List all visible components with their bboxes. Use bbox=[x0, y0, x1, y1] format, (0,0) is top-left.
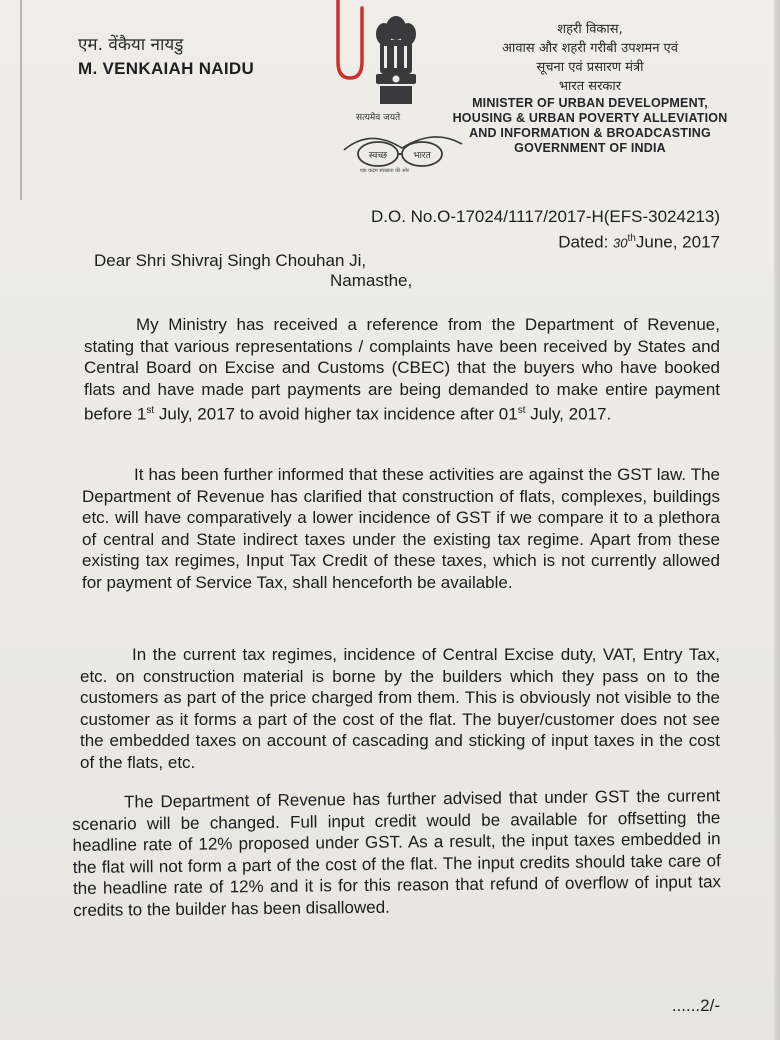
dept-english-line-3: AND INFORMATION & BROADCASTING bbox=[469, 126, 711, 140]
dated-day: 30 bbox=[613, 235, 628, 251]
paragraph-1-text-b: July, 2017 to avoid higher tax incidence after 01 bbox=[154, 404, 518, 424]
paragraph-4 bbox=[72, 785, 721, 921]
greeting: Namasthe, bbox=[330, 271, 413, 290]
sender-name-block bbox=[78, 32, 254, 79]
paragraph-3 bbox=[80, 644, 720, 773]
swachh-word-1: स्वच्छ bbox=[368, 151, 388, 161]
do-number: D.O. No.O-17024/1117/2017-H(EFS-3024213) bbox=[370, 207, 720, 226]
paragraph-2-text: It has been further informed that these activities are against the GST law. The Department of Revenue has clarified that construction of flats, complexes, buildings etc. will have comparatively a lower incidence of GST if we compare it to a plethora of central and State indirect taxes under the existing tax regime. Apart from these existing tax regimes, Input Tax Credit of these taxes, which is not currently allowed for payment of Service Tax, shall henceforth be available. bbox=[82, 465, 720, 592]
paragraph-1-text-c: July, 2017. bbox=[525, 404, 612, 424]
department-block bbox=[450, 20, 730, 156]
salutation: Dear Shri Shivraj Singh Chouhan Ji, bbox=[94, 251, 367, 270]
dept-hindi-line-3: सूचना एवं प्रसारण मंत्री bbox=[536, 60, 644, 75]
swachh-tagline: एक कदम स्वच्छता की ओर bbox=[360, 168, 409, 174]
dept-english-line-1: MINISTER OF URBAN DEVELOPMENT, bbox=[472, 96, 708, 110]
dept-hindi-line-4: भारत सरकार bbox=[558, 79, 622, 94]
paragraph-1-text-a: My Ministry has received a reference from the Department of Revenue, stating that various representations / complaints have been received by States and Central Board on Excise and Customs (CBEC) that the buyers who have booked flats and have made part payments are being demanded to make entire payment before 1 bbox=[84, 315, 720, 424]
dated-label: Dated: bbox=[558, 232, 609, 252]
page-edge-shadow-right bbox=[774, 0, 780, 1040]
emblem-motto: सत्यमेव जयते bbox=[356, 113, 401, 123]
dept-hindi-line-2: आवास और शहरी गरीबी उपशमन एवं bbox=[502, 41, 678, 56]
dated-suffix: th bbox=[627, 233, 636, 244]
page-continuation-marker: ......2/- bbox=[671, 996, 720, 1015]
sender-name-english: M. VENKAIAH NAIDU bbox=[78, 59, 255, 78]
paperclip-icon bbox=[332, 0, 368, 82]
dated-rest: June, 2017 bbox=[635, 232, 720, 252]
paragraph-3-text: In the current tax regimes, incidence of Central Excise duty, VAT, Entry Tax, etc. on construction material is borne by the builders which they pass on to the customers as part of the price charged from them. This is obviously not visible to the customer as it forms a part of the cost of the flat. The buyer/customer does not see the embedded taxes on account of cascading and sticking of input taxes in the cost of the flats, etc. bbox=[80, 645, 720, 772]
dept-english-line-4: GOVERNMENT OF INDIA bbox=[514, 141, 666, 155]
dated-line bbox=[371, 228, 720, 255]
dept-english-line-2: HOUSING & URBAN POVERTY ALLEVIATION bbox=[452, 111, 728, 125]
paragraph-1 bbox=[84, 314, 720, 425]
dept-hindi-line-1: शहरी विकास, bbox=[557, 22, 623, 37]
swachh-word-2: भारत bbox=[413, 151, 431, 161]
paragraph-1-sup-1: st bbox=[146, 405, 155, 416]
national-emblem-icon bbox=[366, 12, 426, 112]
reference-block bbox=[371, 206, 720, 255]
page-edge-shadow bbox=[20, 0, 22, 200]
paragraph-4-text: The Department of Revenue has further advised that under GST the current scenario will be changed. Full input credit would be available for offsetting the headline rate of 12% proposed under GST. As a result, the input taxes embedded in the flat will not form a part of the cost of the flat. The input credits should take care of the headline rate of 12% and it is for this reason that refund of overflow of input tax credits to the builder has been disallowed. bbox=[72, 786, 722, 920]
paragraph-1-sup-2: st bbox=[517, 405, 526, 416]
sender-name-hindi: एम. वेंकैया नायडु bbox=[78, 35, 184, 55]
paragraph-2 bbox=[82, 464, 720, 593]
